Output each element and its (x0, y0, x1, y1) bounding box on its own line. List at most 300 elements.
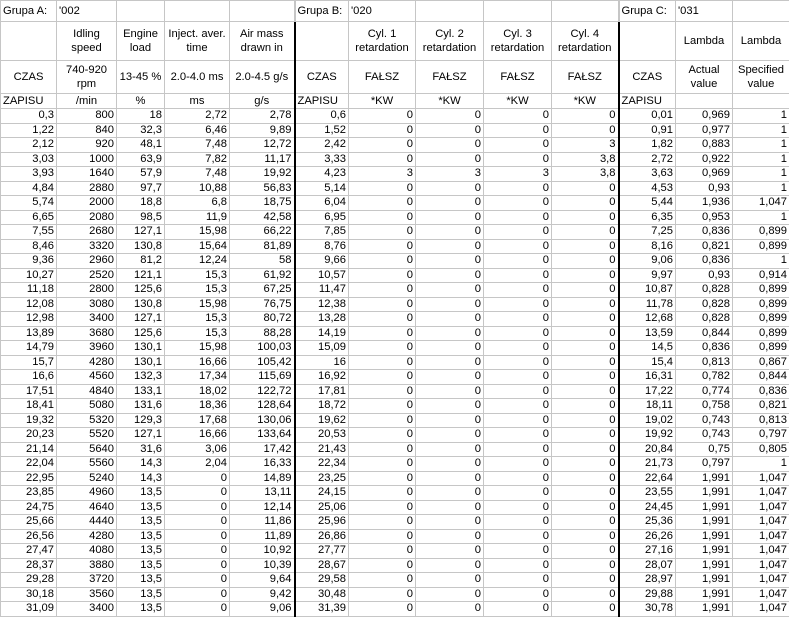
table-cell[interactable]: 840 (57, 123, 117, 138)
table-cell[interactable]: 0 (552, 573, 619, 588)
table-cell[interactable]: 0 (416, 544, 484, 559)
group-b-label[interactable]: Grupa B: (295, 1, 349, 22)
table-cell[interactable]: 2000 (57, 196, 117, 211)
table-cell[interactable]: 0 (484, 268, 552, 283)
table-cell[interactable]: 127,1 (117, 312, 165, 327)
table-cell[interactable]: 0 (484, 109, 552, 124)
table-cell[interactable]: 13,5 (117, 486, 165, 501)
table-cell[interactable]: 1,047 (733, 515, 789, 530)
table-cell[interactable]: 0 (484, 196, 552, 211)
table-cell[interactable]: 2800 (57, 283, 117, 298)
table-cell[interactable]: 0 (349, 500, 416, 515)
table-cell[interactable]: 4,23 (295, 167, 349, 182)
table-cell[interactable]: 63,9 (117, 152, 165, 167)
table-cell[interactable]: 0,899 (733, 326, 789, 341)
table-cell[interactable]: 29,58 (295, 573, 349, 588)
table-cell[interactable]: 1,991 (676, 573, 733, 588)
unit-cell[interactable] (733, 94, 789, 109)
table-cell[interactable]: 9,97 (619, 268, 676, 283)
table-cell[interactable]: 6,8 (165, 196, 230, 211)
table-cell[interactable]: 0 (349, 123, 416, 138)
table-cell[interactable]: 31,09 (1, 602, 57, 617)
table-cell[interactable]: 0 (349, 471, 416, 486)
table-cell[interactable]: 22,34 (295, 457, 349, 472)
table-cell[interactable]: 21,14 (1, 442, 57, 457)
table-cell[interactable]: 0,758 (676, 399, 733, 414)
table-cell[interactable]: 0 (484, 442, 552, 457)
table-cell[interactable]: 1,991 (676, 515, 733, 530)
table-cell[interactable]: 1 (733, 123, 789, 138)
table-cell[interactable]: 0,883 (676, 138, 733, 153)
table-cell[interactable]: 0 (349, 109, 416, 124)
range-cell[interactable]: FAŁSZ (484, 61, 552, 94)
table-cell[interactable]: 10,92 (230, 544, 295, 559)
table-cell[interactable]: 0 (349, 573, 416, 588)
table-cell[interactable]: 1,047 (733, 196, 789, 211)
table-cell[interactable]: 0 (349, 254, 416, 269)
table-cell[interactable]: 0 (349, 413, 416, 428)
table-cell[interactable]: 2,72 (165, 109, 230, 124)
table-cell[interactable]: 0 (552, 341, 619, 356)
table-cell[interactable]: 15,3 (165, 312, 230, 327)
table-cell[interactable]: 0 (484, 529, 552, 544)
table-cell[interactable]: 88,28 (230, 326, 295, 341)
table-cell[interactable]: 0 (484, 138, 552, 153)
table-cell[interactable]: 15,3 (165, 283, 230, 298)
table-cell[interactable]: 6,46 (165, 123, 230, 138)
table-cell[interactable]: 12,38 (295, 297, 349, 312)
table-cell[interactable]: 0 (552, 109, 619, 124)
table-cell[interactable]: 12,08 (1, 297, 57, 312)
table-cell[interactable]: 13,5 (117, 500, 165, 515)
table-cell[interactable]: 11,89 (230, 529, 295, 544)
table-cell[interactable]: 14,3 (117, 471, 165, 486)
table-cell[interactable]: 0 (416, 413, 484, 428)
table-cell[interactable]: 25,36 (619, 515, 676, 530)
table-cell[interactable]: 28,97 (619, 573, 676, 588)
range-cell[interactable]: FAŁSZ (552, 61, 619, 94)
description-cell[interactable]: Cyl. 4 retardation (552, 22, 619, 61)
table-cell[interactable]: 0,844 (676, 326, 733, 341)
table-cell[interactable]: 0 (484, 544, 552, 559)
cell[interactable] (416, 1, 484, 22)
table-cell[interactable]: 0 (349, 370, 416, 385)
table-cell[interactable]: 0,899 (733, 283, 789, 298)
unit-cell[interactable]: ZAPISU (1, 94, 57, 109)
table-cell[interactable]: 0,828 (676, 312, 733, 327)
table-cell[interactable]: 127,1 (117, 225, 165, 240)
table-cell[interactable]: 0 (552, 399, 619, 414)
table-cell[interactable]: 7,48 (165, 167, 230, 182)
group-b-code[interactable]: '020 (349, 1, 416, 22)
table-cell[interactable]: 1,991 (676, 558, 733, 573)
table-cell[interactable]: 2080 (57, 210, 117, 225)
table-cell[interactable]: 0,953 (676, 210, 733, 225)
cell[interactable] (165, 1, 230, 22)
table-cell[interactable]: 0 (552, 500, 619, 515)
table-cell[interactable]: 76,75 (230, 297, 295, 312)
table-cell[interactable]: 5,44 (619, 196, 676, 211)
table-cell[interactable]: 12,24 (165, 254, 230, 269)
table-cell[interactable]: 80,72 (230, 312, 295, 327)
table-cell[interactable]: 0 (416, 428, 484, 443)
table-cell[interactable]: 4440 (57, 515, 117, 530)
table-cell[interactable]: 0 (484, 225, 552, 240)
table-cell[interactable]: 0 (484, 152, 552, 167)
table-cell[interactable]: 1,991 (676, 529, 733, 544)
table-cell[interactable]: 0 (552, 486, 619, 501)
table-cell[interactable]: 0 (484, 573, 552, 588)
table-cell[interactable]: 0,813 (676, 355, 733, 370)
table-cell[interactable]: 11,78 (619, 297, 676, 312)
table-cell[interactable]: 0 (416, 529, 484, 544)
table-cell[interactable]: 14,79 (1, 341, 57, 356)
table-cell[interactable]: 4560 (57, 370, 117, 385)
table-cell[interactable]: 2,12 (1, 138, 57, 153)
table-cell[interactable]: 0 (484, 254, 552, 269)
table-cell[interactable]: 10,57 (295, 268, 349, 283)
table-cell[interactable]: 100,03 (230, 341, 295, 356)
table-cell[interactable]: 0 (165, 529, 230, 544)
unit-cell[interactable]: % (117, 94, 165, 109)
table-cell[interactable]: 0 (484, 326, 552, 341)
table-cell[interactable]: 7,48 (165, 138, 230, 153)
table-cell[interactable]: 13,5 (117, 529, 165, 544)
table-cell[interactable]: 0 (349, 602, 416, 617)
table-cell[interactable]: 0 (349, 515, 416, 530)
table-cell[interactable]: 14,89 (230, 471, 295, 486)
table-cell[interactable]: 98,5 (117, 210, 165, 225)
table-cell[interactable]: 0 (552, 442, 619, 457)
table-cell[interactable]: 15,3 (165, 326, 230, 341)
table-cell[interactable]: 0 (484, 471, 552, 486)
cell[interactable] (230, 1, 295, 22)
table-cell[interactable]: 1,047 (733, 471, 789, 486)
table-cell[interactable]: 3,8 (552, 152, 619, 167)
table-cell[interactable]: 11,18 (1, 283, 57, 298)
table-cell[interactable]: 0,828 (676, 283, 733, 298)
table-cell[interactable]: 18,02 (165, 384, 230, 399)
table-cell[interactable]: 133,64 (230, 428, 295, 443)
table-cell[interactable]: 133,1 (117, 384, 165, 399)
table-cell[interactable]: 8,76 (295, 239, 349, 254)
table-cell[interactable]: 1 (733, 109, 789, 124)
group-a-code[interactable]: '002 (57, 1, 117, 22)
table-cell[interactable]: 17,68 (165, 413, 230, 428)
table-cell[interactable]: 13,28 (295, 312, 349, 327)
table-cell[interactable]: 5240 (57, 471, 117, 486)
table-cell[interactable]: 5560 (57, 457, 117, 472)
table-cell[interactable]: 0 (552, 529, 619, 544)
table-cell[interactable]: 131,6 (117, 399, 165, 414)
description-cell[interactable]: Lambda (676, 22, 733, 61)
table-cell[interactable]: 56,83 (230, 181, 295, 196)
table-cell[interactable]: 4840 (57, 384, 117, 399)
table-cell[interactable]: 0,797 (676, 457, 733, 472)
table-cell[interactable]: 0 (349, 181, 416, 196)
table-cell[interactable]: 0 (349, 558, 416, 573)
table-cell[interactable]: 0,75 (676, 442, 733, 457)
table-cell[interactable]: 3 (552, 138, 619, 153)
table-cell[interactable]: 1 (733, 457, 789, 472)
table-cell[interactable]: 2,72 (619, 152, 676, 167)
table-cell[interactable]: 0 (484, 283, 552, 298)
table-cell[interactable]: 0,899 (733, 239, 789, 254)
table-cell[interactable]: 13,5 (117, 544, 165, 559)
table-cell[interactable]: 7,82 (165, 152, 230, 167)
table-cell[interactable]: 1,047 (733, 587, 789, 602)
table-cell[interactable]: 0 (416, 283, 484, 298)
table-cell[interactable]: 16,6 (1, 370, 57, 385)
table-cell[interactable]: 15,7 (1, 355, 57, 370)
table-cell[interactable]: 0,93 (676, 268, 733, 283)
table-cell[interactable]: 125,6 (117, 283, 165, 298)
table-cell[interactable]: 0 (484, 558, 552, 573)
table-cell[interactable]: 0 (484, 370, 552, 385)
table-cell[interactable]: 8,46 (1, 239, 57, 254)
table-cell[interactable]: 0 (484, 341, 552, 356)
table-cell[interactable]: 12,72 (230, 138, 295, 153)
table-cell[interactable]: 0 (416, 225, 484, 240)
table-cell[interactable]: 0 (484, 384, 552, 399)
table-cell[interactable]: 30,78 (619, 602, 676, 617)
table-cell[interactable]: 9,06 (230, 602, 295, 617)
table-cell[interactable]: 0 (416, 152, 484, 167)
table-cell[interactable]: 13,5 (117, 587, 165, 602)
table-cell[interactable]: 1,52 (295, 123, 349, 138)
table-cell[interactable]: 1,991 (676, 486, 733, 501)
table-cell[interactable]: 0,836 (676, 254, 733, 269)
table-cell[interactable]: 0,836 (676, 225, 733, 240)
table-cell[interactable]: 122,72 (230, 384, 295, 399)
table-cell[interactable]: 32,3 (117, 123, 165, 138)
table-cell[interactable]: 1640 (57, 167, 117, 182)
table-cell[interactable]: 0 (416, 558, 484, 573)
description-cell[interactable]: Engine load (117, 22, 165, 61)
table-cell[interactable]: 0 (416, 442, 484, 457)
range-cell[interactable]: CZAS (295, 61, 349, 94)
table-cell[interactable]: 0 (416, 239, 484, 254)
table-cell[interactable]: 3560 (57, 587, 117, 602)
table-cell[interactable]: 0 (416, 587, 484, 602)
table-cell[interactable]: 1 (733, 210, 789, 225)
table-cell[interactable]: 10,87 (619, 283, 676, 298)
table-cell[interactable]: 4280 (57, 355, 117, 370)
table-cell[interactable]: 1,991 (676, 602, 733, 617)
table-cell[interactable]: 0,743 (676, 428, 733, 443)
table-cell[interactable]: 1,936 (676, 196, 733, 211)
table-cell[interactable]: 127,1 (117, 428, 165, 443)
table-cell[interactable]: 97,7 (117, 181, 165, 196)
table-cell[interactable]: 13,89 (1, 326, 57, 341)
table-cell[interactable]: 0 (416, 471, 484, 486)
table-cell[interactable]: 0 (165, 486, 230, 501)
table-cell[interactable]: 0 (552, 210, 619, 225)
unit-cell[interactable]: ms (165, 94, 230, 109)
group-a-label[interactable]: Grupa A: (1, 1, 57, 22)
table-cell[interactable]: 19,92 (619, 428, 676, 443)
table-cell[interactable]: 9,36 (1, 254, 57, 269)
table-cell[interactable]: 0 (552, 181, 619, 196)
table-cell[interactable]: 15,09 (295, 341, 349, 356)
table-cell[interactable]: 6,95 (295, 210, 349, 225)
table-cell[interactable]: 0 (552, 515, 619, 530)
table-cell[interactable]: 0 (416, 312, 484, 327)
table-cell[interactable]: 0 (552, 225, 619, 240)
table-cell[interactable]: 0,899 (733, 341, 789, 356)
table-cell[interactable]: 14,19 (295, 326, 349, 341)
unit-cell[interactable]: /min (57, 94, 117, 109)
table-cell[interactable]: 0 (552, 457, 619, 472)
table-cell[interactable]: 0,805 (733, 442, 789, 457)
table-cell[interactable]: 27,16 (619, 544, 676, 559)
table-cell[interactable]: 0,797 (733, 428, 789, 443)
range-cell[interactable]: 2.0-4.0 ms (165, 61, 230, 94)
table-cell[interactable]: 0 (416, 370, 484, 385)
table-cell[interactable]: 0 (416, 297, 484, 312)
table-cell[interactable]: 17,42 (230, 442, 295, 457)
table-cell[interactable]: 0 (484, 355, 552, 370)
table-cell[interactable]: 1,047 (733, 602, 789, 617)
table-cell[interactable]: 3 (484, 167, 552, 182)
description-cell[interactable] (1, 22, 57, 61)
table-cell[interactable]: 42,58 (230, 210, 295, 225)
table-cell[interactable]: 0 (416, 384, 484, 399)
table-cell[interactable]: 81,2 (117, 254, 165, 269)
table-cell[interactable]: 0,836 (676, 341, 733, 356)
table-cell[interactable]: 1,047 (733, 558, 789, 573)
table-cell[interactable]: 3720 (57, 573, 117, 588)
table-cell[interactable]: 0 (349, 268, 416, 283)
unit-cell[interactable]: *KW (349, 94, 416, 109)
table-cell[interactable]: 0,836 (733, 384, 789, 399)
table-cell[interactable]: 22,04 (1, 457, 57, 472)
table-cell[interactable]: 48,1 (117, 138, 165, 153)
table-cell[interactable]: 15,98 (165, 341, 230, 356)
table-cell[interactable]: 2,42 (295, 138, 349, 153)
table-cell[interactable]: 0,01 (619, 109, 676, 124)
table-cell[interactable]: 125,6 (117, 326, 165, 341)
table-cell[interactable]: 12,14 (230, 500, 295, 515)
table-cell[interactable]: 4960 (57, 486, 117, 501)
table-cell[interactable]: 3400 (57, 602, 117, 617)
table-cell[interactable]: 16,31 (619, 370, 676, 385)
table-cell[interactable]: 0,6 (295, 109, 349, 124)
table-cell[interactable]: 3880 (57, 558, 117, 573)
table-cell[interactable]: 15,98 (165, 297, 230, 312)
table-cell[interactable]: 18,11 (619, 399, 676, 414)
range-cell[interactable]: Specified value (733, 61, 789, 94)
table-cell[interactable]: 23,55 (619, 486, 676, 501)
table-cell[interactable]: 7,55 (1, 225, 57, 240)
table-cell[interactable]: 11,86 (230, 515, 295, 530)
table-cell[interactable]: 0 (484, 428, 552, 443)
table-cell[interactable]: 3 (349, 167, 416, 182)
table-cell[interactable]: 28,67 (295, 558, 349, 573)
table-cell[interactable]: 18,41 (1, 399, 57, 414)
table-cell[interactable]: 14,5 (619, 341, 676, 356)
table-cell[interactable]: 13,5 (117, 602, 165, 617)
table-cell[interactable]: 0 (165, 587, 230, 602)
table-cell[interactable]: 0 (165, 500, 230, 515)
table-cell[interactable]: 5,74 (1, 196, 57, 211)
table-cell[interactable]: 0 (349, 529, 416, 544)
table-cell[interactable]: 130,1 (117, 355, 165, 370)
description-cell[interactable] (295, 22, 349, 61)
group-c-code[interactable]: '031 (676, 1, 733, 22)
table-cell[interactable]: 0 (484, 239, 552, 254)
table-cell[interactable]: 31,39 (295, 602, 349, 617)
table-cell[interactable]: 1 (733, 181, 789, 196)
table-cell[interactable]: 23,25 (295, 471, 349, 486)
table-cell[interactable]: 0 (349, 442, 416, 457)
table-cell[interactable]: 24,75 (1, 500, 57, 515)
table-cell[interactable]: 9,42 (230, 587, 295, 602)
table-cell[interactable]: 0 (416, 196, 484, 211)
table-cell[interactable]: 3680 (57, 326, 117, 341)
table-cell[interactable]: 0 (416, 486, 484, 501)
table-cell[interactable]: 11,17 (230, 152, 295, 167)
table-cell[interactable]: 0 (484, 587, 552, 602)
table-cell[interactable]: 25,96 (295, 515, 349, 530)
table-cell[interactable]: 16,33 (230, 457, 295, 472)
table-cell[interactable]: 0 (552, 587, 619, 602)
table-cell[interactable]: 0 (416, 181, 484, 196)
table-cell[interactable]: 0 (484, 399, 552, 414)
table-cell[interactable]: 0 (416, 138, 484, 153)
table-cell[interactable]: 130,8 (117, 297, 165, 312)
table-cell[interactable]: 0 (349, 152, 416, 167)
table-cell[interactable]: 25,66 (1, 515, 57, 530)
table-cell[interactable]: 0 (349, 341, 416, 356)
table-cell[interactable]: 3,03 (1, 152, 57, 167)
table-cell[interactable]: 6,35 (619, 210, 676, 225)
table-cell[interactable]: 0 (349, 355, 416, 370)
table-cell[interactable]: 5520 (57, 428, 117, 443)
table-cell[interactable]: 3080 (57, 297, 117, 312)
table-cell[interactable]: 4080 (57, 544, 117, 559)
table-cell[interactable]: 19,32 (1, 413, 57, 428)
table-cell[interactable]: 23,85 (1, 486, 57, 501)
table-cell[interactable]: 17,51 (1, 384, 57, 399)
table-cell[interactable]: 0 (349, 312, 416, 327)
table-cell[interactable]: 7,25 (619, 225, 676, 240)
table-cell[interactable]: 0,977 (676, 123, 733, 138)
table-cell[interactable]: 24,45 (619, 500, 676, 515)
table-cell[interactable]: 2,04 (165, 457, 230, 472)
table-cell[interactable]: 0 (349, 326, 416, 341)
table-cell[interactable]: 0 (349, 428, 416, 443)
table-cell[interactable]: 13,59 (619, 326, 676, 341)
table-cell[interactable]: 0 (552, 428, 619, 443)
table-cell[interactable]: 0,821 (676, 239, 733, 254)
table-cell[interactable]: 3 (416, 167, 484, 182)
table-cell[interactable]: 0 (552, 283, 619, 298)
table-cell[interactable]: 5320 (57, 413, 117, 428)
table-cell[interactable]: 66,22 (230, 225, 295, 240)
table-cell[interactable]: 13,5 (117, 515, 165, 530)
table-cell[interactable]: 0 (552, 544, 619, 559)
table-cell[interactable]: 16 (295, 355, 349, 370)
table-cell[interactable]: 67,25 (230, 283, 295, 298)
table-cell[interactable]: 5,14 (295, 181, 349, 196)
table-cell[interactable]: 18,75 (230, 196, 295, 211)
table-cell[interactable]: 130,8 (117, 239, 165, 254)
table-cell[interactable]: 22,64 (619, 471, 676, 486)
table-cell[interactable]: 0 (349, 457, 416, 472)
table-cell[interactable]: 17,81 (295, 384, 349, 399)
table-cell[interactable]: 25,06 (295, 500, 349, 515)
